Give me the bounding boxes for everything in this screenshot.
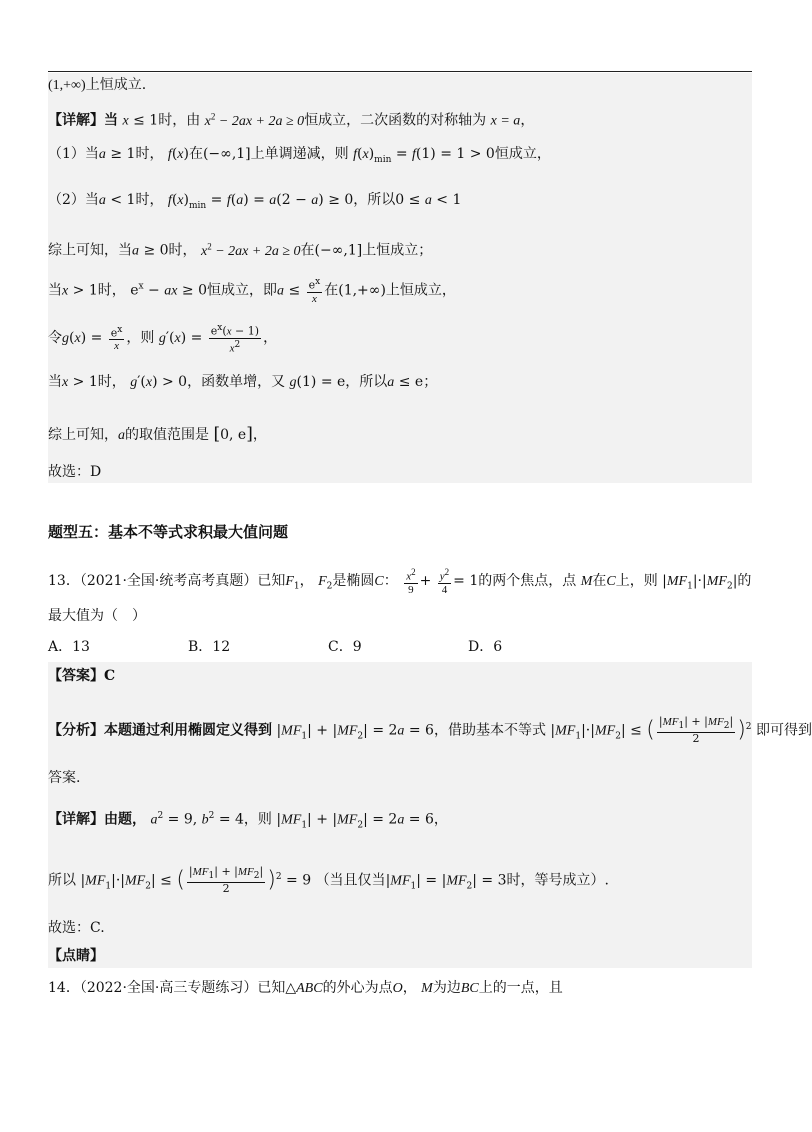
answer-choice-line: 故选：D <box>48 464 102 480</box>
choice-b[interactable]: B．12 <box>188 639 231 655</box>
detail-line-8: 综上可知，a的取值范围是 [0, e]， <box>48 424 267 444</box>
answer-label: 【答案】C <box>48 668 116 684</box>
choice-a[interactable]: A．13 <box>48 639 90 655</box>
section-heading: 题型五：基本不等式求积最大值问题 <box>48 523 289 541</box>
q13-so-line: 所以 $|MF_1|\cdot|MF_2|$ ≤ ( $\frac{|MF_1| + |MF_2|}{2}$ )$^2$ = 9 （当且仅当$|MF_1| = |MF_2| = 3$时，等号成立）. <box>48 865 609 896</box>
q13-pick-line: 故选：C. <box>48 920 105 936</box>
choice-c[interactable]: C．9 <box>328 639 362 655</box>
choice-d[interactable]: D．6 <box>468 639 503 655</box>
dianjing-label: 【点睛】 <box>48 948 104 964</box>
detail-line-3: （2）当a < 1时， $f(x)_{min} = f(a) = a(2 - a) \ge 0$，所以0 ≤ a < 1 <box>48 192 462 211</box>
detail-line-5: 当x > 1时， $e^x$ − ax ≥ 0恒成立，即a ≤ $\frac{e^x}{x}$ 在(1,+∞)上恒成立， <box>48 277 456 305</box>
q13-detail-line: 【详解】由题， $a^2 = 9$, $b^2 = 4$，则 $|MF_1| + |MF_2| = 2a = 6$， <box>48 811 448 831</box>
detail-line-6: 令g(x) = $\frac{e^x}{x}$ ，则 g′(x) = $\frac{e^x(x - 1)}{x^2}$ ， <box>48 323 278 355</box>
detail-line-7: 当x > 1时， g′(x) > 0，函数单增，又 g(1) = e，所以a ≤ e； <box>48 374 438 390</box>
detail-line-4: 综上可知，当a ≥ 0时， $x^2 - 2ax + 2a \ge 0$在(−∞,1]上恒成立； <box>48 241 433 259</box>
analysis-line: 【分析】本题通过利用椭圆定义得到 $|MF_1| + |MF_2| = 2a = 6$，借助基本不等式 $|MF_1|\cdot|MF_2|$ ≤ ( $\frac{|MF_1| + |MF_2|}{2}$ )$^2$ 即可得到 <box>48 715 812 746</box>
detail-line-1: 【详解】当 x ≤ 1时，由 $x^2 - 2ax + 2a \ge 0$恒成立，二次函数的对称轴为 x = a， <box>48 111 535 129</box>
question-14-stem: 14．（2022·全国·高三专题练习）已知△ABC的外心为点O， M为边BC上的一点，且 <box>48 980 563 996</box>
detail-line-2: （1）当a ≥ 1时， f(x)在(−∞,1]上单调递减，则 $f(x)_{min} = f(1) = 1 > 0$恒成立， <box>48 146 551 165</box>
top-rule <box>48 71 752 72</box>
question-13-stem: 13．（2021·全国·统考高考真题）已知$F_1$， $F_2$是椭圆C： $\frac{x^2}{9}$ + $\frac{y^2}{4}$ = 1的两个焦点，点 M在C上，则 $|MF_1|\cdot|MF_2|$的 <box>48 567 752 596</box>
analysis-line-2: 答案. <box>48 770 81 786</box>
question-13-stem-2: 最大值为（ ） <box>48 608 146 624</box>
continuation-line: (1,+∞)上恒成立. <box>48 77 147 93</box>
